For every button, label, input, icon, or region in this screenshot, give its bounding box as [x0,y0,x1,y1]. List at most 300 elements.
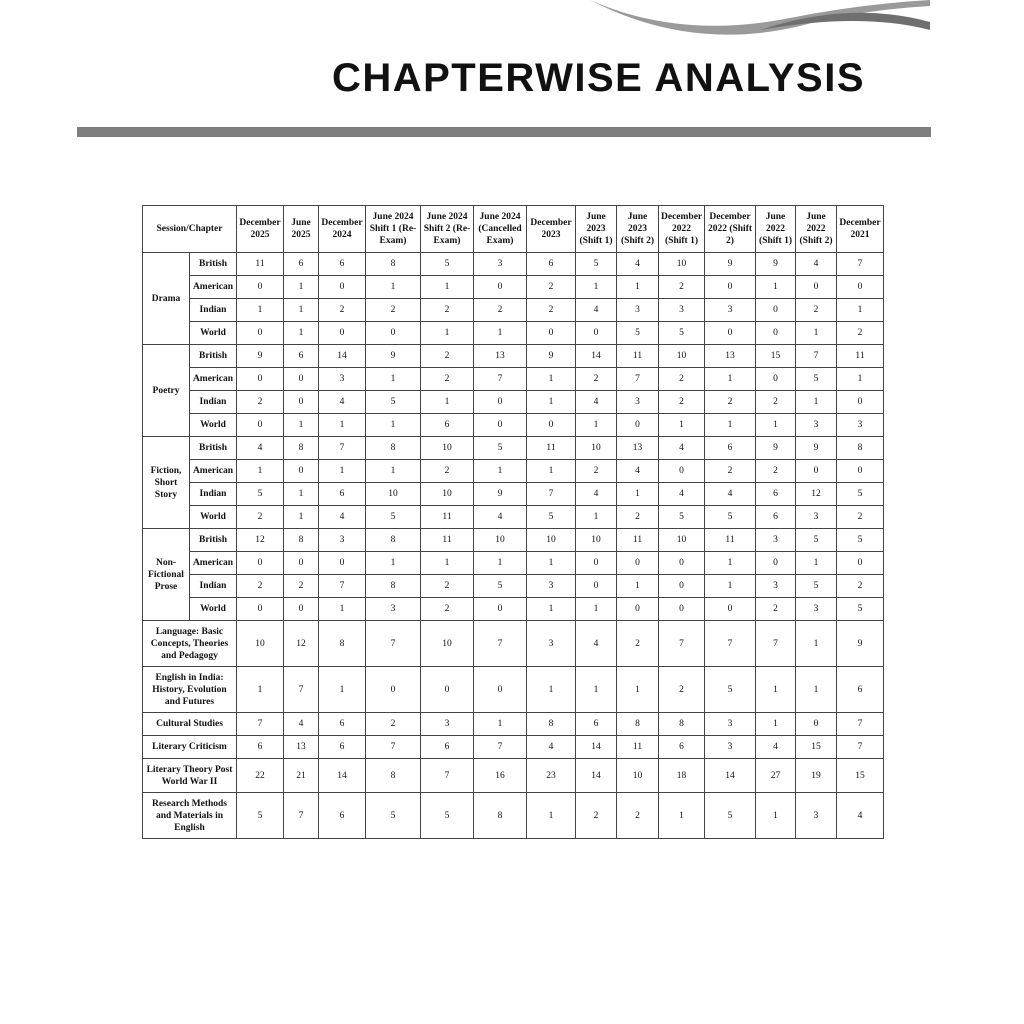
value-cell: 5 [837,529,884,552]
value-cell: 1 [756,667,796,713]
table-row [143,713,884,736]
chapter-label: Literary Theory Post World War II [143,759,237,793]
value-cell: 5 [237,483,284,506]
value-cell: 6 [576,713,617,736]
value-cell: 6 [319,253,366,276]
value-cell: 1 [705,575,756,598]
value-cell: 5 [659,322,705,345]
value-cell: 1 [474,460,527,483]
value-cell: 0 [474,276,527,299]
chapter-label: Cultural Studies [143,713,237,736]
value-cell: 1 [576,598,617,621]
value-cell: 0 [705,322,756,345]
value-cell: 0 [474,598,527,621]
value-cell: 2 [421,345,474,368]
value-cell: 2 [284,575,319,598]
value-cell: 0 [319,276,366,299]
value-cell: 1 [366,460,421,483]
value-cell: 1 [527,368,576,391]
value-cell: 7 [237,713,284,736]
subchapter-label: British [190,529,237,552]
value-cell: 6 [756,483,796,506]
value-cell: 2 [659,667,705,713]
value-cell: 1 [756,276,796,299]
value-cell: 6 [421,414,474,437]
value-cell: 5 [796,368,837,391]
value-cell: 2 [705,460,756,483]
table-row [143,414,884,437]
value-cell: 8 [659,713,705,736]
value-cell: 1 [659,793,705,839]
value-cell: 3 [837,414,884,437]
value-cell: 0 [474,667,527,713]
table-row [143,575,884,598]
value-cell: 10 [421,437,474,460]
value-cell: 3 [796,506,837,529]
value-cell: 1 [527,552,576,575]
session-header: December 2023 [527,206,576,253]
value-cell: 6 [421,736,474,759]
value-cell: 10 [659,345,705,368]
value-cell: 1 [527,598,576,621]
value-cell: 0 [659,460,705,483]
value-cell: 7 [366,621,421,667]
value-cell: 12 [796,483,837,506]
value-cell: 0 [527,414,576,437]
subchapter-label: British [190,345,237,368]
value-cell: 1 [705,368,756,391]
value-cell: 1 [284,483,319,506]
value-cell: 0 [659,598,705,621]
value-cell: 6 [284,253,319,276]
chapter-label: Literary Criticism [143,736,237,759]
value-cell: 0 [576,575,617,598]
value-cell: 0 [237,598,284,621]
value-cell: 1 [527,460,576,483]
value-cell: 3 [527,575,576,598]
value-cell: 1 [576,506,617,529]
page-title: CHAPTERWISE ANALYSIS [331,56,865,100]
corner-label: Session/Chapter [143,206,237,253]
value-cell: 2 [237,506,284,529]
value-cell: 1 [659,414,705,437]
value-cell: 1 [284,322,319,345]
value-cell: 1 [796,667,837,713]
value-cell: 2 [617,621,659,667]
value-cell: 1 [284,276,319,299]
value-cell: 5 [421,793,474,839]
value-cell: 3 [705,713,756,736]
value-cell: 2 [576,793,617,839]
value-cell: 6 [837,667,884,713]
value-cell: 5 [421,253,474,276]
value-cell: 0 [576,322,617,345]
chapterwise-table [142,205,884,839]
value-cell: 7 [837,713,884,736]
value-cell: 5 [366,506,421,529]
value-cell: 3 [796,414,837,437]
value-cell: 2 [756,598,796,621]
table-row [143,460,884,483]
subchapter-label: American [190,552,237,575]
table-row [143,621,884,667]
value-cell: 5 [366,391,421,414]
value-cell: 1 [756,713,796,736]
value-cell: 4 [319,506,366,529]
value-cell: 6 [284,345,319,368]
value-cell: 1 [366,552,421,575]
value-cell: 0 [237,322,284,345]
value-cell: 8 [527,713,576,736]
value-cell: 10 [617,759,659,793]
value-cell: 3 [756,575,796,598]
value-cell: 2 [659,368,705,391]
value-cell: 1 [756,793,796,839]
value-cell: 15 [756,345,796,368]
value-cell: 5 [705,667,756,713]
value-cell: 2 [576,368,617,391]
value-cell: 1 [617,575,659,598]
title-rule [77,127,931,137]
value-cell: 11 [237,253,284,276]
value-cell: 4 [796,253,837,276]
value-cell: 0 [284,460,319,483]
table-row [143,759,884,793]
value-cell: 9 [756,253,796,276]
value-cell: 12 [237,529,284,552]
value-cell: 0 [659,552,705,575]
value-cell: 11 [705,529,756,552]
value-cell: 2 [659,276,705,299]
value-cell: 10 [237,621,284,667]
subchapter-label: World [190,506,237,529]
value-cell: 14 [319,759,366,793]
session-header: June 2024 Shift 1 (Re-Exam) [366,206,421,253]
session-header: December 2022 (Shift 2) [705,206,756,253]
chapter-label: Poetry [143,345,190,437]
value-cell: 6 [319,483,366,506]
value-cell: 6 [319,736,366,759]
session-header: June 2024 Shift 2 (Re-Exam) [421,206,474,253]
value-cell: 0 [284,368,319,391]
value-cell: 8 [284,437,319,460]
value-cell: 1 [527,391,576,414]
value-cell: 0 [474,414,527,437]
value-cell: 1 [366,368,421,391]
value-cell: 1 [366,414,421,437]
value-cell: 6 [527,253,576,276]
value-cell: 1 [527,793,576,839]
value-cell: 0 [284,552,319,575]
value-cell: 9 [474,483,527,506]
value-cell: 12 [284,621,319,667]
value-cell: 6 [319,793,366,839]
value-cell: 0 [796,276,837,299]
value-cell: 23 [527,759,576,793]
table-row [143,793,884,839]
value-cell: 0 [237,414,284,437]
value-cell: 0 [756,299,796,322]
value-cell: 7 [527,483,576,506]
table-row [143,299,884,322]
value-cell: 5 [474,437,527,460]
value-cell: 1 [237,299,284,322]
value-cell: 5 [474,575,527,598]
value-cell: 1 [366,276,421,299]
value-cell: 14 [576,759,617,793]
value-cell: 21 [284,759,319,793]
subchapter-label: World [190,414,237,437]
value-cell: 7 [659,621,705,667]
subchapter-label: World [190,322,237,345]
chapter-label: Language: Basic Concepts, Theories and Pedagogy [143,621,237,667]
value-cell: 8 [366,253,421,276]
value-cell: 5 [659,506,705,529]
value-cell: 6 [237,736,284,759]
value-cell: 10 [659,529,705,552]
value-cell: 4 [237,437,284,460]
value-cell: 6 [659,736,705,759]
value-cell: 8 [366,437,421,460]
value-cell: 7 [837,253,884,276]
value-cell: 3 [474,253,527,276]
value-cell: 2 [366,299,421,322]
value-cell: 16 [474,759,527,793]
value-cell: 7 [319,575,366,598]
value-cell: 2 [756,391,796,414]
table-row [143,391,884,414]
value-cell: 4 [659,483,705,506]
value-cell: 3 [617,299,659,322]
value-cell: 13 [617,437,659,460]
value-cell: 1 [796,621,837,667]
value-cell: 6 [756,506,796,529]
value-cell: 1 [705,414,756,437]
table-row [143,667,884,713]
value-cell: 5 [837,483,884,506]
value-cell: 7 [705,621,756,667]
value-cell: 1 [617,276,659,299]
value-cell: 9 [705,253,756,276]
value-cell: 3 [705,299,756,322]
value-cell: 1 [319,598,366,621]
value-cell: 2 [837,575,884,598]
value-cell: 0 [284,598,319,621]
value-cell: 0 [705,276,756,299]
value-cell: 6 [705,437,756,460]
value-cell: 2 [576,460,617,483]
value-cell: 0 [576,552,617,575]
value-cell: 1 [474,322,527,345]
value-cell: 0 [319,322,366,345]
value-cell: 4 [705,483,756,506]
table-row [143,276,884,299]
value-cell: 10 [366,483,421,506]
value-cell: 0 [796,460,837,483]
value-cell: 5 [796,575,837,598]
table-row [143,506,884,529]
session-header: June 2022 (Shift 1) [756,206,796,253]
value-cell: 5 [837,598,884,621]
value-cell: 1 [319,667,366,713]
value-cell: 2 [837,506,884,529]
value-cell: 8 [474,793,527,839]
value-cell: 2 [421,460,474,483]
value-cell: 11 [617,736,659,759]
value-cell: 10 [576,437,617,460]
subchapter-label: World [190,598,237,621]
value-cell: 9 [796,437,837,460]
value-cell: 4 [659,437,705,460]
value-cell: 3 [705,736,756,759]
subchapter-label: Indian [190,299,237,322]
value-cell: 11 [527,437,576,460]
value-cell: 3 [421,713,474,736]
value-cell: 10 [527,529,576,552]
value-cell: 13 [705,345,756,368]
table-row [143,322,884,345]
value-cell: 0 [366,667,421,713]
value-cell: 22 [237,759,284,793]
value-cell: 5 [576,253,617,276]
session-header: June 2023 (Shift 2) [617,206,659,253]
value-cell: 3 [659,299,705,322]
value-cell: 7 [796,345,837,368]
subchapter-label: British [190,253,237,276]
value-cell: 4 [576,621,617,667]
value-cell: 2 [319,299,366,322]
value-cell: 0 [421,667,474,713]
session-header: December 2025 [237,206,284,253]
value-cell: 3 [319,529,366,552]
value-cell: 1 [284,299,319,322]
value-cell: 0 [796,713,837,736]
value-cell: 0 [705,598,756,621]
value-cell: 1 [474,713,527,736]
value-cell: 2 [837,322,884,345]
value-cell: 0 [237,368,284,391]
value-cell: 8 [284,529,319,552]
value-cell: 3 [527,621,576,667]
value-cell: 13 [474,345,527,368]
chapter-label: English in India: History, Evolution and Futures [143,667,237,713]
value-cell: 2 [796,299,837,322]
value-cell: 1 [527,667,576,713]
value-cell: 11 [421,506,474,529]
value-cell: 6 [319,713,366,736]
value-cell: 2 [421,575,474,598]
chapter-label: Non-Fictional Prose [143,529,190,621]
value-cell: 1 [796,391,837,414]
value-cell: 4 [576,299,617,322]
value-cell: 1 [474,552,527,575]
value-cell: 0 [617,552,659,575]
value-cell: 5 [705,793,756,839]
value-cell: 2 [659,391,705,414]
value-cell: 1 [421,391,474,414]
value-cell: 7 [474,621,527,667]
value-cell: 2 [527,276,576,299]
value-cell: 13 [284,736,319,759]
value-cell: 8 [617,713,659,736]
value-cell: 1 [421,276,474,299]
value-cell: 8 [366,759,421,793]
value-cell: 2 [527,299,576,322]
value-cell: 7 [756,621,796,667]
value-cell: 18 [659,759,705,793]
value-cell: 1 [237,667,284,713]
value-cell: 4 [319,391,366,414]
value-cell: 4 [576,483,617,506]
value-cell: 0 [237,276,284,299]
value-cell: 10 [421,483,474,506]
value-cell: 10 [474,529,527,552]
value-cell: 2 [421,598,474,621]
table-row [143,598,884,621]
table-row [143,368,884,391]
value-cell: 1 [576,276,617,299]
value-cell: 11 [617,529,659,552]
table-row [143,437,884,460]
value-cell: 1 [284,414,319,437]
session-header: June 2025 [284,206,319,253]
session-header: December 2022 (Shift 1) [659,206,705,253]
session-header: June 2024 (Cancelled Exam) [474,206,527,253]
value-cell: 10 [421,621,474,667]
value-cell: 11 [421,529,474,552]
value-cell: 0 [474,391,527,414]
value-cell: 4 [617,253,659,276]
value-cell: 4 [756,736,796,759]
value-cell: 0 [617,414,659,437]
table-row [143,736,884,759]
value-cell: 2 [474,299,527,322]
value-cell: 14 [705,759,756,793]
value-cell: 8 [366,529,421,552]
subchapter-label: Indian [190,575,237,598]
value-cell: 7 [284,793,319,839]
value-cell: 0 [837,276,884,299]
chapter-label: Drama [143,253,190,345]
value-cell: 1 [576,414,617,437]
value-cell: 7 [837,736,884,759]
session-header: December 2021 [837,206,884,253]
session-header: December 2024 [319,206,366,253]
value-cell: 1 [319,460,366,483]
value-cell: 27 [756,759,796,793]
table-row [143,345,884,368]
value-cell: 9 [237,345,284,368]
subchapter-label: Indian [190,483,237,506]
value-cell: 1 [796,552,837,575]
table-row [143,552,884,575]
subchapter-label: American [190,276,237,299]
value-cell: 15 [796,736,837,759]
subchapter-label: British [190,437,237,460]
value-cell: 7 [319,437,366,460]
value-cell: 0 [837,391,884,414]
value-cell: 2 [617,506,659,529]
value-cell: 8 [837,437,884,460]
header-row [143,206,884,253]
value-cell: 0 [756,552,796,575]
value-cell: 14 [319,345,366,368]
value-cell: 2 [237,391,284,414]
value-cell: 5 [705,506,756,529]
value-cell: 9 [527,345,576,368]
value-cell: 7 [474,736,527,759]
value-cell: 1 [837,368,884,391]
